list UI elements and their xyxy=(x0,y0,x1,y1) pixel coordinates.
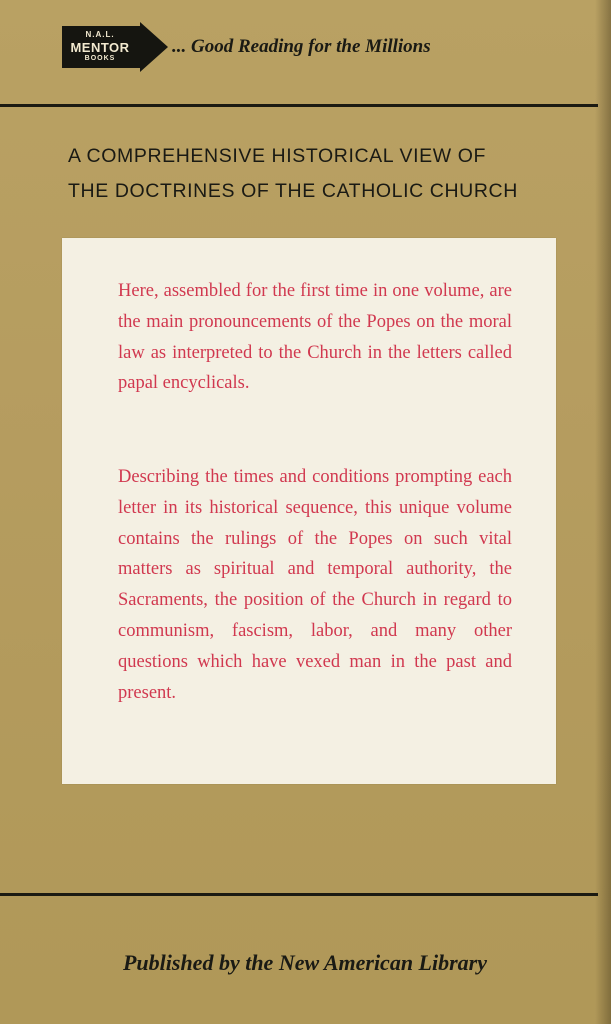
cover-heading-line-2: THE DOCTRINES OF THE CATHOLIC CHURCH xyxy=(68,180,518,202)
blurb-paragraph-2: Describing the times and conditions prompting each letter in its historical sequence, this unique volume contains the rulings of the Popes on such vital matters as spiritual and temporal authority, the Sacraments, the position of the Church in regard to communism, fascism, labor, and many other questions which have vexed man in the past and present. xyxy=(118,467,512,703)
logo-books-text: BOOKS xyxy=(84,55,116,62)
cover-heading-line-1: A COMPREHENSIVE HISTORICAL VIEW OF xyxy=(68,145,487,167)
top-divider xyxy=(0,104,598,107)
series-tagline: ... Good Reading for the Millions xyxy=(172,36,431,57)
mentor-books-logo xyxy=(62,22,170,72)
blurb-card xyxy=(62,238,556,784)
publisher-credit: Published by the New American Library xyxy=(122,950,487,975)
cover-edge-shadow xyxy=(595,0,611,1024)
logo-nal-text: N.A.L. xyxy=(85,30,115,39)
logo-mentor-text: MENTOR xyxy=(70,40,130,55)
blurb-paragraph-1: Here, assembled for the first time in one volume, are the main pronouncements of the Popes on the moral law as interpreted to the Church in the letters called papal encyclicals. xyxy=(118,281,512,394)
bottom-divider xyxy=(0,893,598,896)
